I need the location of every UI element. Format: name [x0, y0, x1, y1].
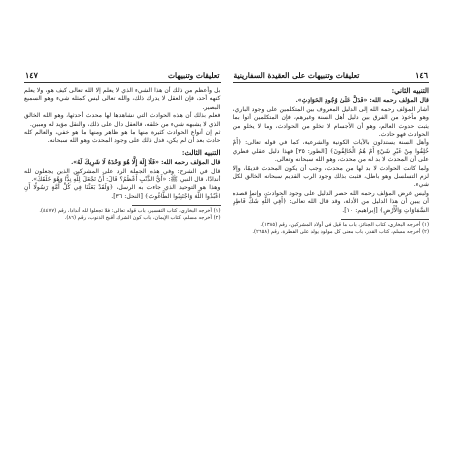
paragraph: قال في الشرح: وفي هذه الجملة الرد على المشركين الذين يجعلون لله أندادًا، قال النبي ﷺ: «أَيُّ الذَّنْبِ أَعْظَمُ؟ قَالَ: أَنْ تَجْعَلَ لِلَّهِ نِدًّا وَهُوَ خَلَقَكَ». — [24, 167, 221, 184]
footnote-divider — [132, 205, 220, 206]
paragraph: ثم إن أنواع الحوادث كثيرة منها ما هو ظاهر ومنها ما هو خفي، والعالم كله حادث بعد أن لم يكن، فدل ذلك على وجود المحدث وهو الله سبحانه. — [24, 129, 221, 145]
footnote-divider — [341, 219, 429, 220]
footnote: (١) أخرجه البخاري، كتاب الجنائز، باب ما قيل في أولاد المشركين، رقم (١٣٨٥). — [260, 222, 429, 229]
book-spread — [24, 70, 429, 375]
paragraph: بل وأعظم من ذلك أن هذا الشيء الذي لا يعلم إلا الله تعالى كيف هو، ولا يعلم كنهه أحد، فإن العقل لا يدرك ذلك، والله تعالى ليس كمثله شيء وهو السميع البصير. — [24, 87, 221, 111]
page-body — [233, 87, 430, 215]
footnote: (٢) أخرجه مسلم، كتاب القدر، باب معنى كل مولود يولد على الفطرة، رقم (٢٦٥٨). — [252, 228, 429, 235]
header-title: تعليقات وتنبيهات على العقيدة السفارينية — [233, 71, 360, 80]
section-heading: التنبيه الثالث: — [181, 147, 221, 157]
author-quote: قال المؤلف رحمه الله: «فَلَا إِلَهَ إِلَّا هُوَ وَحْدَهُ لَا شَرِيكَ لَهُ». — [71, 159, 221, 167]
paragraph: وأهل السنة يستدلون بالآيات الكونية والشرعية، كما في قوله تعالى: ﴿أَمْ خُلِقُوا مِنْ غَيْرِ شَيْءٍ أَمْ هُمُ الْخَالِقُونَ﴾ [الطور: ٣٥] فهذا دليل عقلي فطري على أن المحدث لا بد له من محدث، وهو الله سبحانه وتعالى. — [232, 139, 429, 164]
running-header — [233, 70, 430, 83]
paragraph: وليس غرض المؤلف رحمه الله حصر الدليل على وجود الحوادث، وإنما قصده أن يبين أن هذا الدليل من الأدلة، وقد قال الله تعالى: ﴿أَفِي اللَّهِ شَكٌّ فَاطِرِ السَّمَاوَاتِ وَالْأَرْضِ﴾ [إبراهيم: ١٠]. — [232, 189, 429, 214]
footnotes — [24, 208, 221, 222]
paragraph: ولما كانت الحوادث لا بد لها من محدث، وجب أن يكون المحدث قديمًا، وإلا لزم التسلسل وهو باطل، فثبت بذلك وجود الرب القديم سبحانه الخالق لكل شيء. — [232, 164, 429, 189]
running-header — [24, 70, 221, 83]
page-number: ١٤٧ — [25, 70, 38, 80]
author-quote: قال المؤلف رحمه الله: «فَدَلَّ عَلَىٰ وُجُودِ الحَوَادِثِ». — [295, 97, 429, 105]
page-number: ١٤٦ — [415, 70, 428, 80]
paragraph: أشار المؤلف رحمه الله إلى الدليل المعروف بين المتكلمين على وجود الباري، وهو مأخوذ من الفرق بين دليل أهل السنة وغيرهم، فإن المتكلمين أتوا بما يثبت حدوث العالم، وهو أن الأجسام لا تخلو من الحوادث، وما لا يخلو من الحوادث فهو حادث. — [232, 105, 429, 139]
footnote: (١) أخرجه البخاري، كتاب التفسير، باب قوله تعالى: فلا تجعلوا لله أندادا، رقم (٤٤٧٧). — [39, 208, 221, 215]
right-page — [233, 70, 430, 375]
footnote: (٢) أخرجه مسلم، كتاب الإيمان، باب كون الشرك أقبح الذنوب، رقم (٨٦). — [64, 215, 221, 222]
paragraph: وهذا هو التوحيد الذي جاءت به الرسل، ﴿وَلَقَدْ بَعَثْنَا فِي كُلِّ أُمَّةٍ رَسُولًا أَنِ اعْبُدُوا اللَّهَ وَاجْتَنِبُوا الطَّاغُوتَ﴾ [النحل: ٣٦]. — [24, 184, 221, 200]
section-heading: التنبيه الثاني: — [391, 86, 429, 95]
page-body — [24, 87, 221, 201]
footnotes — [233, 222, 430, 236]
left-page — [24, 70, 221, 375]
header-title: تعليقات وتنبيهات — [167, 71, 220, 80]
paragraph: فعلم بذلك أن هذه الحوادث التي نشاهدها لها محدث أحدثها، وهو الله الخالق الذي لا يشبهه شيء من خلقه، فالعقل دال على ذلك، والنقل مؤيد له ومبين. — [24, 112, 221, 128]
